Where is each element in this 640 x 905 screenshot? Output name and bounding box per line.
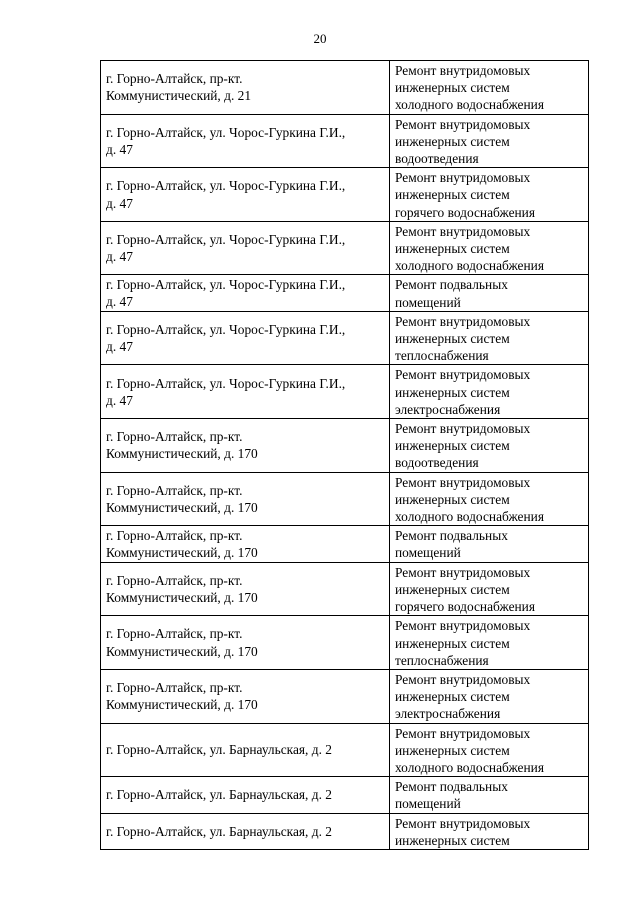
table-row	[101, 616, 589, 670]
work-type-line: Ремонт внутридомовых	[395, 421, 531, 437]
work-type-line: инженерных систем	[395, 241, 510, 257]
work-type-line: инженерных систем	[395, 331, 510, 347]
work-type-line: Ремонт подвальных	[395, 277, 508, 293]
work-type-line: холодного водоснабжения	[395, 509, 544, 525]
table-row	[101, 562, 589, 616]
address-line: г. Горно-Алтайск, ул. Чорос-Гуркина Г.И.,	[106, 178, 346, 194]
work-type-line: Ремонт внутридомовых	[395, 564, 531, 580]
work-type-cell	[390, 723, 589, 777]
address-cell	[101, 311, 390, 365]
address-line: г. Горно-Алтайск, пр-кт.	[106, 71, 243, 87]
work-type-cell	[390, 777, 589, 813]
work-type-line: инженерных систем	[395, 689, 510, 705]
work-type-cell	[390, 419, 589, 473]
work-type-line: помещений	[395, 294, 461, 310]
address-line: г. Горно-Алтайск, ул. Чорос-Гуркина Г.И.,	[106, 276, 346, 292]
work-type-line: Ремонт подвальных	[395, 779, 508, 795]
work-type-line: электроснабжения	[395, 401, 501, 417]
table-body	[101, 61, 589, 850]
work-type-line: холодного водоснабжения	[395, 258, 544, 274]
table-row	[101, 669, 589, 723]
table-row	[101, 419, 589, 473]
work-type-line: помещений	[395, 796, 461, 812]
address-cell	[101, 419, 390, 473]
work-type-cell	[390, 616, 589, 670]
address-line: д. 47	[106, 195, 133, 211]
address-cell	[101, 61, 390, 115]
work-type-cell	[390, 562, 589, 616]
work-type-cell	[390, 221, 589, 275]
address-line: г. Горно-Алтайск, пр-кт.	[106, 527, 243, 543]
work-type-line: инженерных систем	[395, 742, 510, 758]
address-line: д. 47	[106, 294, 133, 310]
address-line: г. Горно-Алтайск, ул. Чорос-Гуркина Г.И.,	[106, 124, 346, 140]
table-row	[101, 777, 589, 813]
address-cell	[101, 723, 390, 777]
work-type-cell	[390, 275, 589, 311]
address-line: Коммунистический, д. 170	[106, 697, 258, 713]
page-number: 20	[313, 31, 327, 46]
work-type-line: горячего водоснабжения	[395, 204, 536, 220]
work-type-line: Ремонт подвальных	[395, 528, 508, 544]
address-cell	[101, 472, 390, 526]
table-row	[101, 365, 589, 419]
work-type-line: Ремонт внутридомовых	[395, 474, 531, 490]
address-line: Коммунистический, д. 170	[106, 589, 258, 605]
work-type-cell	[390, 114, 589, 168]
work-type-line: Ремонт внутридомовых	[395, 618, 531, 634]
table-row	[101, 472, 589, 526]
work-type-line: инженерных систем	[395, 438, 510, 454]
address-line: г. Горно-Алтайск, пр-кт.	[106, 429, 243, 445]
address-cell	[101, 221, 390, 275]
address-cell	[101, 275, 390, 311]
work-type-line: инженерных систем	[395, 635, 510, 651]
address-line: г. Горно-Алтайск, пр-кт.	[106, 680, 243, 695]
address-line: Коммунистический, д. 170	[106, 446, 258, 462]
work-type-cell	[390, 311, 589, 365]
address-line: Коммунистический, д. 21	[106, 88, 252, 104]
work-type-line: электроснабжения	[395, 706, 501, 722]
address-line: г. Горно-Алтайск, ул. Барнаульская, д. 2	[106, 742, 332, 758]
work-type-line: Ремонт внутридомовых	[395, 63, 531, 78]
work-type-line: водоотведения	[395, 151, 479, 167]
address-line: г. Горно-Алтайск, ул. Чорос-Гуркина Г.И.,	[106, 231, 346, 247]
table-row	[101, 526, 589, 562]
address-line: д. 47	[106, 339, 133, 355]
work-type-line: Ремонт внутридомовых	[395, 671, 531, 687]
work-type-cell	[390, 365, 589, 419]
work-type-cell	[390, 472, 589, 526]
address-cell	[101, 777, 390, 813]
work-type-line: теплоснабжения	[395, 652, 489, 668]
address-line: г. Горно-Алтайск, ул. Чорос-Гуркина Г.И.,	[106, 375, 346, 391]
work-type-line: помещений	[395, 545, 461, 561]
table-row	[101, 723, 589, 777]
work-type-line: холодного водоснабжения	[395, 97, 544, 113]
work-type-line: Ремонт внутридомовых	[395, 367, 531, 383]
address-line: г. Горно-Алтайск, ул. Чорос-Гуркина Г.И.,	[106, 321, 346, 337]
address-line: Коммунистический, д. 170	[106, 499, 258, 515]
work-type-line: Ремонт внутридомовых	[395, 815, 531, 831]
work-type-line: инженерных систем	[395, 133, 510, 149]
work-type-line: Ремонт внутридомовых	[395, 313, 531, 329]
repair-works-table	[100, 60, 589, 850]
work-type-line: инженерных систем	[395, 187, 510, 203]
address-line: г. Горно-Алтайск, пр-кт.	[106, 572, 243, 588]
work-type-line: инженерных систем	[395, 832, 510, 848]
address-line: г. Горно-Алтайск, ул. Барнаульская, д. 2	[106, 787, 332, 803]
address-line: д. 47	[106, 392, 133, 408]
address-cell	[101, 669, 390, 723]
table-row	[101, 311, 589, 365]
work-type-line: инженерных систем	[395, 384, 510, 400]
work-type-line: инженерных систем	[395, 491, 510, 507]
address-cell	[101, 114, 390, 168]
address-cell	[101, 526, 390, 562]
work-type-line: Ремонт внутридомовых	[395, 725, 531, 741]
address-line: Коммунистический, д. 170	[106, 544, 258, 560]
work-type-cell	[390, 168, 589, 222]
work-type-line: Ремонт внутридомовых	[395, 116, 531, 132]
work-type-line: теплоснабжения	[395, 348, 489, 364]
address-cell	[101, 616, 390, 670]
work-type-cell	[390, 813, 589, 849]
table-row	[101, 168, 589, 222]
work-type-line: инженерных систем	[395, 581, 510, 597]
address-line: г. Горно-Алтайск, пр-кт.	[106, 482, 243, 498]
address-line: Коммунистический, д. 170	[106, 643, 258, 659]
work-type-line: водоотведения	[395, 455, 479, 471]
work-type-line: Ремонт внутридомовых	[395, 170, 531, 186]
address-line: д. 47	[106, 249, 133, 265]
table-row	[101, 221, 589, 275]
table-row	[101, 813, 589, 849]
address-line: д. 47	[106, 141, 133, 157]
address-line: г. Горно-Алтайск, пр-кт.	[106, 626, 243, 642]
work-type-line: холодного водоснабжения	[395, 759, 544, 775]
address-cell	[101, 365, 390, 419]
work-type-line: горячего водоснабжения	[395, 599, 536, 615]
address-cell	[101, 562, 390, 616]
work-type-line: Ремонт внутридомовых	[395, 223, 531, 239]
table-row	[101, 114, 589, 168]
work-type-line: инженерных систем	[395, 80, 510, 96]
work-type-cell	[390, 669, 589, 723]
table-row	[101, 275, 589, 311]
address-cell	[101, 813, 390, 849]
address-line: г. Горно-Алтайск, ул. Барнаульская, д. 2	[106, 823, 332, 839]
work-type-cell	[390, 61, 589, 115]
table-row	[101, 61, 589, 115]
address-cell	[101, 168, 390, 222]
work-type-cell	[390, 526, 589, 562]
